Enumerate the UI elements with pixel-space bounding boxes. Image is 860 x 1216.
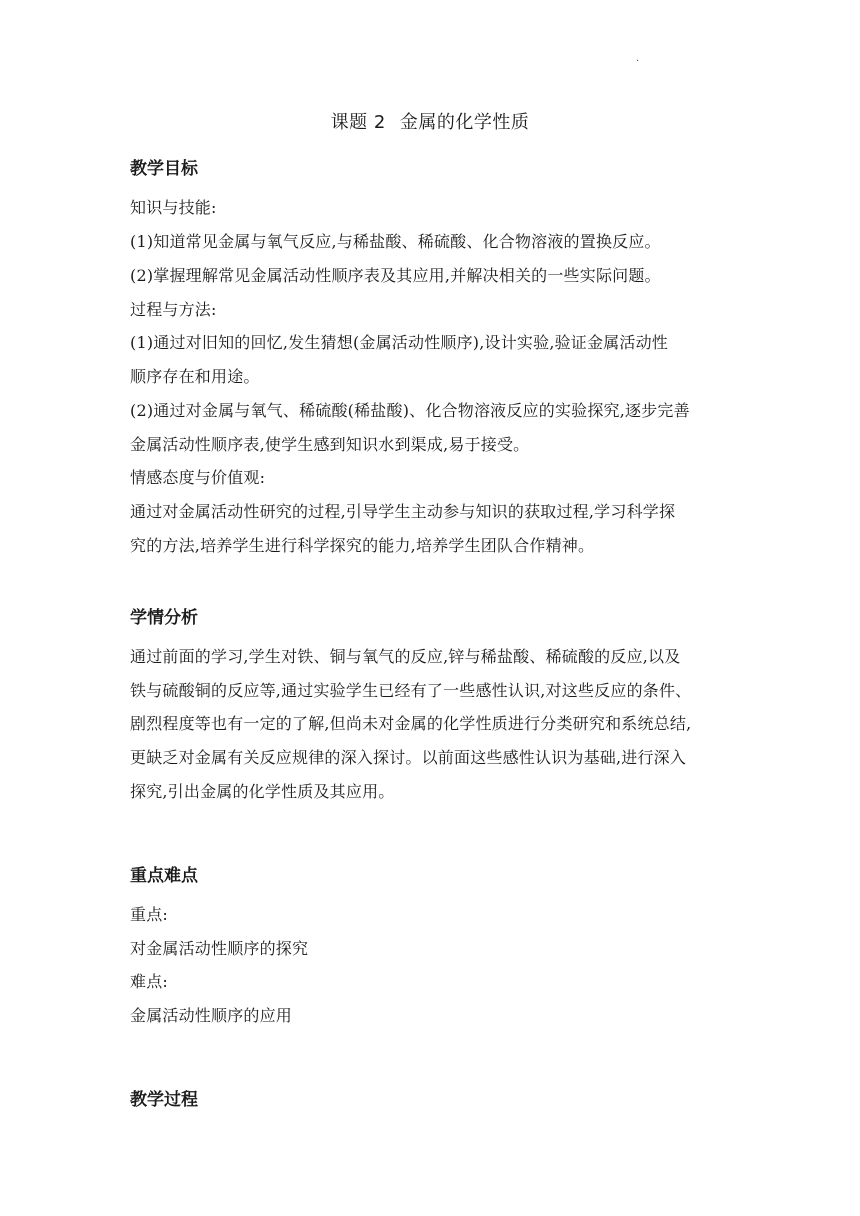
goals-line: 通过对金属活动性研究的过程,引导学生主动参与知识的获取过程,学习科学探 — [130, 502, 676, 521]
lesson-number: 课题 2 — [330, 112, 386, 133]
section-heading-keypoints: 重点难点 — [130, 866, 198, 886]
goals-line: (1)通过对旧知的回忆,发生猜想(金属活动性顺序),设计实验,验证金属活动性 — [130, 333, 669, 352]
keypoints-line: 对金属活动性顺序的探究 — [130, 939, 309, 958]
header-mark: · — [636, 56, 640, 67]
lesson-title: 金属的化学性质 — [399, 112, 530, 133]
goals-line: 究的方法,培养学生进行科学探究的能力,培养学生团队合作精神。 — [130, 536, 595, 555]
keypoints-line: 金属活动性顺序的应用 — [130, 1006, 293, 1025]
goals-line: (2)通过对金属与氧气、稀硫酸(稀盐酸)、化合物溶液反应的实验探究,逐步完善 — [130, 401, 690, 420]
goals-line: (1)知道常见金属与氧气反应,与稀盐酸、稀硫酸、化合物溶液的置换反应。 — [130, 232, 661, 251]
goals-line: (2)掌握理解常见金属活动性顺序表及其应用,并解决相关的一些实际问题。 — [130, 266, 661, 285]
goals-line: 金属活动性顺序表,使学生感到知识水到渠成,易于接受。 — [130, 435, 530, 454]
analysis-line: 铁与硫酸铜的反应等,通过实验学生已经有了一些感性认识,对这些反应的条件、 — [130, 681, 692, 700]
goals-line: 情感态度与价值观: — [130, 468, 266, 487]
analysis-line: 探究,引出金属的化学性质及其应用。 — [130, 782, 395, 801]
goals-line: 顺序存在和用途。 — [130, 367, 260, 386]
section-heading-goals: 教学目标 — [130, 159, 198, 179]
goals-line: 知识与技能: — [130, 198, 217, 217]
analysis-line: 通过前面的学习,学生对铁、铜与氧气的反应,锌与稀盐酸、稀硫酸的反应,以及 — [130, 647, 681, 666]
analysis-line: 更缺乏对金属有关反应规律的深入探讨。以前面这些感性认识为基础,进行深入 — [130, 748, 687, 767]
section-heading-process: 教学过程 — [130, 1090, 198, 1110]
analysis-line: 剧烈程度等也有一定的了解,但尚未对金属的化学性质进行分类研究和系统总结, — [130, 714, 692, 733]
keypoints-line: 难点: — [130, 972, 168, 991]
page-title — [0, 108, 860, 134]
section-heading-analysis: 学情分析 — [130, 608, 198, 628]
goals-line: 过程与方法: — [130, 300, 217, 319]
keypoints-line: 重点: — [130, 905, 168, 924]
